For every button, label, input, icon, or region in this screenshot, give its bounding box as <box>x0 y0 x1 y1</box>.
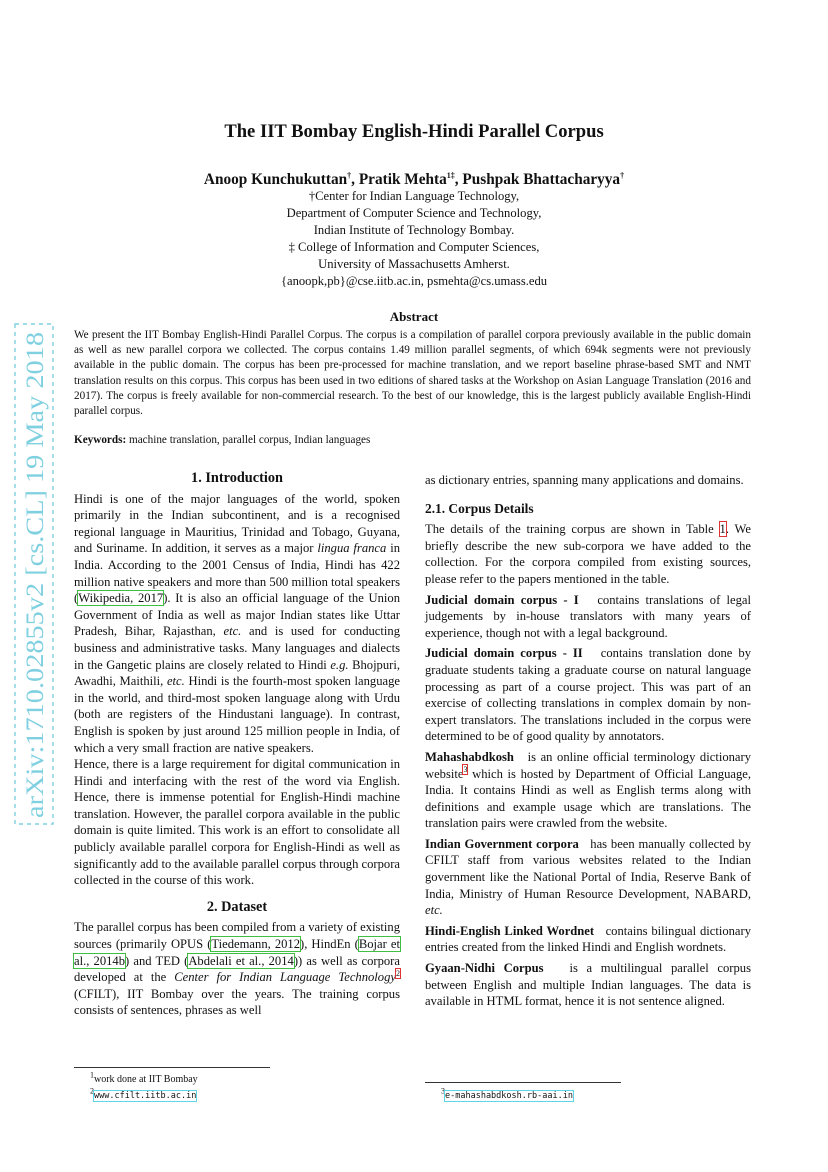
footnote-url-link[interactable]: www.cfilt.iitb.ac.in <box>94 1091 197 1101</box>
corpus-entry-text: contains translation done by graduate students taking a graduate course on natural language processing as part of a course project. This was part of an exercise of collecting translations in complex domain by non-expert translators. The translations included in the corpus were determined to be of good quality by annotators. <box>425 646 752 744</box>
arxiv-stamp <box>14 323 54 825</box>
text-run: . We briefly describe the new sub-corpora we have added to the collection. For the corpora compiled from existing sources, please refer to the papers mentioned in the table. <box>425 522 751 586</box>
affiliation-mark: † <box>620 170 625 180</box>
corpus-entry-text: is an online official terminology dictionary website <box>425 749 751 781</box>
citation-link[interactable]: Bojar et al., 2014b <box>74 937 400 968</box>
corpus-entry-heading: Hindi-English Linked Wordnet <box>425 923 595 938</box>
text-run: ) and TED ( <box>125 953 189 968</box>
footnote-url-link[interactable]: e-mahashabdkosh.rb-aai.in <box>445 1091 573 1101</box>
section-heading-dataset: 2. Dataset <box>206 898 268 915</box>
keywords-text: machine translation, parallel corpus, Indian languages <box>126 434 371 446</box>
text-run: )) as well as corpora developed at the <box>74 953 400 985</box>
footnote-link[interactable]: 3 <box>463 765 468 775</box>
corpus-entry-heading: Gyaan-Nidhi Corpus <box>425 961 544 976</box>
footnote-link[interactable]: 2 <box>396 969 400 979</box>
keywords-label: Keywords: <box>74 434 127 446</box>
corpus-entry-text: is a multilingual parallel corpus between English and multiple Indian languages. The data is available in HTML format, hence it is not sentence aligned. <box>425 961 751 1009</box>
intro-paragraph-1 <box>74 491 400 757</box>
abstract-text: We present the IIT Bombay English-Hindi Parallel Corpus. The corpus is a compilation of parallel corpora previously available in the public domain as well as new parallel corpora we collected. The corpus contains 1.49 million parallel segments, of which 694k segments were not previously available in the public domain. The corpus has been pre-processed for machine translation, and we report baseline phrase-based SMT and NMT translation results on this corpus. This corpus has been used in two editions of shared tasks at the Workshop on Asian Language Translation (2016 and 2017). The corpus is freely available for non-commercial research. To the best of our knowledge, this is the largest publicly available English-Hindi parallel corpus. <box>74 329 751 418</box>
text-run: ), HindEn ( <box>300 937 359 952</box>
corpus-entry <box>425 749 751 832</box>
italic-term: Center for Indian Language Technology <box>174 970 396 985</box>
author-name: Pratik Mehta <box>358 171 447 188</box>
text-run: (CFILT), IIT Bombay over the years. The training corpus consists of sentences, phrases as well <box>74 986 400 1018</box>
intro-paragraph-2: Hence, there is a large requirement for digital communication in Hindi and interfacing with the rest of the word via English. Hence, there is immense potential for English-Hindi machine translation. However, the parallel corpora available in the public domain is quite limited. This work is an effort to consolidate all publicly available parallel corpora for English-Hindi as well as significantly add to the available parallel corpus through corpora collected in the course of this work. <box>74 757 400 888</box>
corpus-entry <box>425 960 751 1010</box>
author-name: Anoop Kunchukuttan <box>203 171 348 188</box>
text-run: The details of the training corpus are shown in Table <box>425 522 720 537</box>
author-line: Anoop Kunchukuttan†, Pratik Mehta$^{1\ddagger}$, Pushpak Bhattacharyya† <box>203 170 625 188</box>
corpus-entry-heading: Indian Government corpora <box>425 836 579 851</box>
footnote-1 <box>90 1070 198 1086</box>
corpus-entry-text: which is hosted by Department of Official Language, India. It contains Hindi as well as English terms along with definitions and example usage which are translations. The translation pairs were crawled from the website. <box>425 766 751 831</box>
corpus-entry-text: contains translations of legal judgements by in-house translators with many years of experience, though not with a legal background. <box>425 592 751 640</box>
footnote-mark: 1 <box>90 1070 94 1080</box>
text-run: Hindi is one of the major languages of the world, spoken primarily in the Indian subcontinent, and is a recognised regional language in Mauritius, Trinidad and Tobago, Guyana, and Suriname. In addition, it serves as a major <box>74 491 400 556</box>
continued-paragraph: as dictionary entries, spanning many applications and domains. <box>425 473 744 487</box>
dataset-paragraph <box>74 919 400 1019</box>
citation-link[interactable]: Abdelali et al., 2014 <box>188 953 294 968</box>
corpus-entry-heading: Judicial domain corpus - I <box>425 592 579 607</box>
text-run: The parallel corpus has been compiled from a variety of existing sources (primarily OPUS ( <box>74 920 400 952</box>
corpus-entry <box>425 592 751 642</box>
italic-term: etc. <box>166 674 185 689</box>
affiliation-line: †Center for Indian Language Technology, <box>308 189 520 203</box>
footnote-mark: 3 <box>441 1086 445 1096</box>
footnote-text: work done at IIT Bombay <box>94 1074 198 1085</box>
footnote-2 <box>90 1086 197 1103</box>
author-name: Pushpak Bhattacharyya <box>462 171 621 188</box>
left-column <box>74 470 400 1019</box>
text-run: Bhojpuri, Awadhi, Maithili, <box>74 657 400 689</box>
affiliation-line: University of Massachusetts Amherst. <box>318 257 510 271</box>
corpus-entry <box>425 645 751 745</box>
footnote-rule <box>425 1082 621 1083</box>
corpus-entry-text: contains bilingual dictionary entries created from the linked Hindi and English wordnets. <box>425 923 751 955</box>
affiliation-line: ‡ College of Information and Computer Sciences, <box>288 240 540 254</box>
corpus-entry-heading: Judicial domain corpus - II <box>425 646 583 661</box>
text-run: in India. According to the 2001 Census of India, Hindi has 422 million native speakers and more than 500 million total speakers ( <box>74 541 400 606</box>
footnote-3 <box>441 1086 573 1103</box>
email-line: {anoopk,pb}@cse.iitb.ac.in, psmehta@cs.umass.edu <box>280 274 548 288</box>
corpus-entry-text: has been manually collected by CFILT staff from various websites related to the Indian government like the National Portal of India, Reserve Bank of India, Ministry of Human Resource Development, NABARD, <box>425 836 752 901</box>
right-column <box>425 472 751 1010</box>
affiliation-mark: † <box>347 170 352 180</box>
text-run: and is used for conducting business and administrative tasks. Many languages and dialects in the Gangetic plains are closely related to Hindi <box>74 624 400 672</box>
italic-term: etc. <box>223 624 242 639</box>
corpus-details-paragraph <box>425 521 751 587</box>
keywords <box>74 434 751 446</box>
footnote-mark: 2 <box>90 1086 94 1096</box>
affiliation-line: Indian Institute of Technology Bombay. <box>313 223 515 237</box>
corpus-entry <box>425 836 751 919</box>
text-run: Hindi is the fourth-most spoken language in the world, and third-most spoken language along with Urdu (both are registers of the Hindustani language). In contrast, English is spoken by just around 125 million people in India, of which a very small fraction are native speakers. <box>74 674 400 755</box>
italic-term: e.g. <box>330 657 349 672</box>
subsection-heading-corpus-details: 2.1. Corpus Details <box>425 500 534 516</box>
italic-term: etc. <box>425 903 443 918</box>
text-run: ). It is also an official language of the Union Government of India as well as major Indian states like Uttar Pradesh, Bihar, Rajasthan, <box>74 591 400 639</box>
paper-title: The IIT Bombay English-Hindi Parallel Corpus <box>224 121 604 142</box>
affiliation-mark: 1‡ <box>446 170 455 180</box>
corpus-entry <box>425 923 751 956</box>
corpus-entry-heading: Mahashabdkosh <box>425 749 514 764</box>
italic-term: lingua franca <box>317 541 387 556</box>
section-heading-introduction: 1. Introduction <box>191 470 283 486</box>
abstract-heading: Abstract <box>389 309 439 324</box>
footnote-rule <box>74 1067 270 1068</box>
affiliation-line: Department of Computer Science and Technology, <box>286 206 542 220</box>
citation-link[interactable]: Tiedemann, 2012 <box>211 937 301 952</box>
citation-link[interactable]: Wikipedia, 2017 <box>78 591 164 606</box>
table-ref-link[interactable]: 1 <box>719 522 726 537</box>
arxiv-stamp-text: arXiv:1710.02855v2 [cs.CL] 19 May 2018 <box>22 388 49 818</box>
